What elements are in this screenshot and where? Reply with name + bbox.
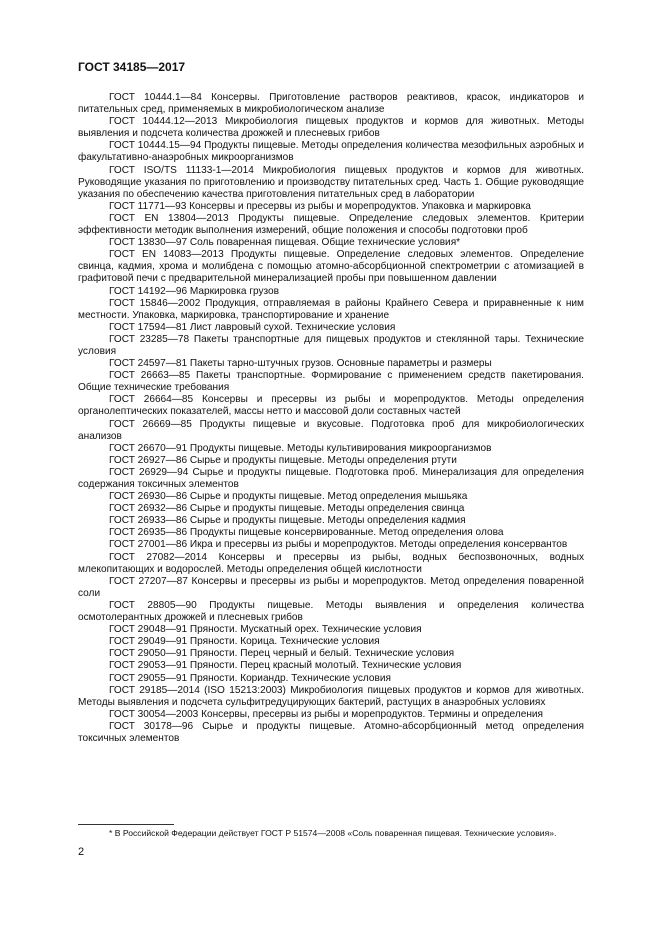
reference-item: ГОСТ 26663—85 Пакеты транспортные. Формирование с применением средств пакетирования. Общие технические требования (78, 370, 584, 394)
footnote-divider (78, 824, 174, 825)
reference-item: ГОСТ 17594—81 Лист лавровый сухой. Технические условия (109, 321, 396, 333)
reference-item: ГОСТ 10444.12—2013 Микробиология пищевых продуктов и кормов для животных. Методы выявления и подсчета количества дрожжей и плесневых грибов (78, 116, 584, 140)
reference-item: ГОСТ 26933—86 Сырье и продукты пищевые. Методы определения кадмия (109, 515, 466, 527)
reference-item: ГОСТ 24597—81 Пакеты тарно-штучных грузов. Основные параметры и размеры (109, 358, 492, 370)
footnote: * В Российской Федерации действует ГОСТ Р 51574—2008 «Соль поваренная пищевая. Технические условия». (109, 828, 557, 838)
reference-item: ГОСТ 30054—2003 Консервы, пресервы из рыбы и морепродуктов. Термины и определения (109, 708, 544, 720)
reference-item: ГОСТ 29049—91 Пряности. Корица. Технические условия (109, 636, 380, 648)
reference-item: ГОСТ 26932—86 Сырье и продукты пищевые. Методы определения свинца (109, 503, 465, 515)
reference-item: ГОСТ 26664—85 Консервы и пресервы из рыбы и морепродуктов. Методы определения органолептических показателей, массы нетто и массовой доли составных частей (78, 394, 584, 418)
reference-item: ГОСТ 26929—94 Сырье и продукты пищевые. Подготовка проб. Минерализация для определения содержания токсичных элементов (78, 466, 584, 490)
reference-item: ГОСТ 29185—2014 (ISO 15213:2003) Микробиология пищевых продуктов и кормов для животных. Методы выявления и подсчета сульфитредуцирующих бактерий, растущих в анаэробных условиях (78, 684, 584, 708)
reference-item: ГОСТ 29055—91 Пряности. Кориандр. Технические условия (109, 672, 391, 684)
reference-item: ГОСТ ISO/TS 11133-1—2014 Микробиология пищевых продуктов и кормов для животных. Руководящие указания по приготовлению и производству питательных сред. Часть 1. Общие руководящие указания по обеспечению качества приготовления питательных сред в лаборатории (78, 164, 584, 200)
reference-item: ГОСТ 29053—91 Пряности. Перец красный молотый. Технические условия (109, 660, 462, 672)
reference-item: ГОСТ 15846—2002 Продукция, отправляемая в районы Крайнего Севера и приравненные к ним местности. Упаковка, маркировка, транспортирование и хранение (78, 297, 584, 321)
reference-item: ГОСТ 26930—86 Сырье и продукты пищевые. Метод определения мышьяка (109, 491, 468, 503)
reference-item: ГОСТ 27207—87 Консервы и пресервы из рыбы и морепродуктов. Метод определения поваренной соли (78, 575, 584, 599)
reference-item: ГОСТ 13830—97 Соль поваренная пищевая. Общие технические условия* (109, 237, 461, 249)
page-number: 2 (78, 846, 85, 858)
reference-item: ГОСТ 26669—85 Продукты пищевые и вкусовые. Подготовка проб для микробиологических анализов (78, 418, 584, 442)
reference-item: ГОСТ 30178—96 Сырье и продукты пищевые. Атомно-абсорбционный метод определения токсичных элементов (78, 720, 584, 744)
reference-item: ГОСТ 27001—86 Икра и пресервы из рыбы и морепродуктов. Методы определения консервантов (109, 539, 568, 551)
reference-item: ГОСТ 26935—86 Продукты пищевые консервированные. Метод определения олова (109, 527, 504, 539)
reference-item: ГОСТ 28805—90 Продукты пищевые. Методы выявления и определения количества осмотолерантных дрожжей и плесневых грибов (78, 599, 584, 624)
reference-item: ГОСТ 29050—91 Пряности. Перец черный и белый. Технические условия (109, 648, 455, 660)
reference-item: ГОСТ 29048—91 Пряности. Мускатный орех. Технические условия (109, 624, 422, 636)
document-header: ГОСТ 34185—2017 (78, 60, 186, 74)
reference-item: ГОСТ EN 13804—2013 Продукты пищевые. Определение следовых элементов. Критерии эффективности методик выполнения измерений, общие положения и способы подготовки проб (78, 212, 584, 237)
normative-references-list (78, 92, 584, 745)
reference-item: ГОСТ 14192—96 Маркировка грузов (109, 285, 280, 297)
reference-item: ГОСТ EN 14083—2013 Продукты пищевые. Определение следовых элементов. Определение свинца, кадмия, хрома и молибдена с помощью атомно-абсорбционной спектрометрии с атомизацией в графитовой печи с предварительной минерализацией пробы при повышенном давлении (78, 249, 584, 285)
reference-item: ГОСТ 23285—78 Пакеты транспортные для пищевых продуктов и стеклянной тары. Технические условия (78, 333, 584, 357)
reference-item: ГОСТ 27082—2014 Консервы и пресервы из рыбы, водных беспозвоночных, водных млекопитающих и водорослей. Методы определения общей кислотности (78, 551, 584, 575)
reference-item: ГОСТ 26670—91 Продукты пищевые. Методы культивирования микроорганизмов (109, 442, 492, 454)
reference-item: ГОСТ 10444.1—84 Консервы. Приготовление растворов реактивов, красок, индикаторов и питательных сред, применяемых в микробиологическом анализе (78, 92, 584, 116)
reference-item: ГОСТ 11771—93 Консервы и пресервы из рыбы и морепродуктов. Упаковка и маркировка (109, 200, 531, 212)
reference-item: ГОСТ 26927—86 Сырье и продукты пищевые. Методы определения ртути (109, 454, 457, 466)
reference-item: ГОСТ 10444.15—94 Продукты пищевые. Методы определения количества мезофильных аэробных и факультативно-анаэробных микроорганизмов (78, 140, 584, 164)
